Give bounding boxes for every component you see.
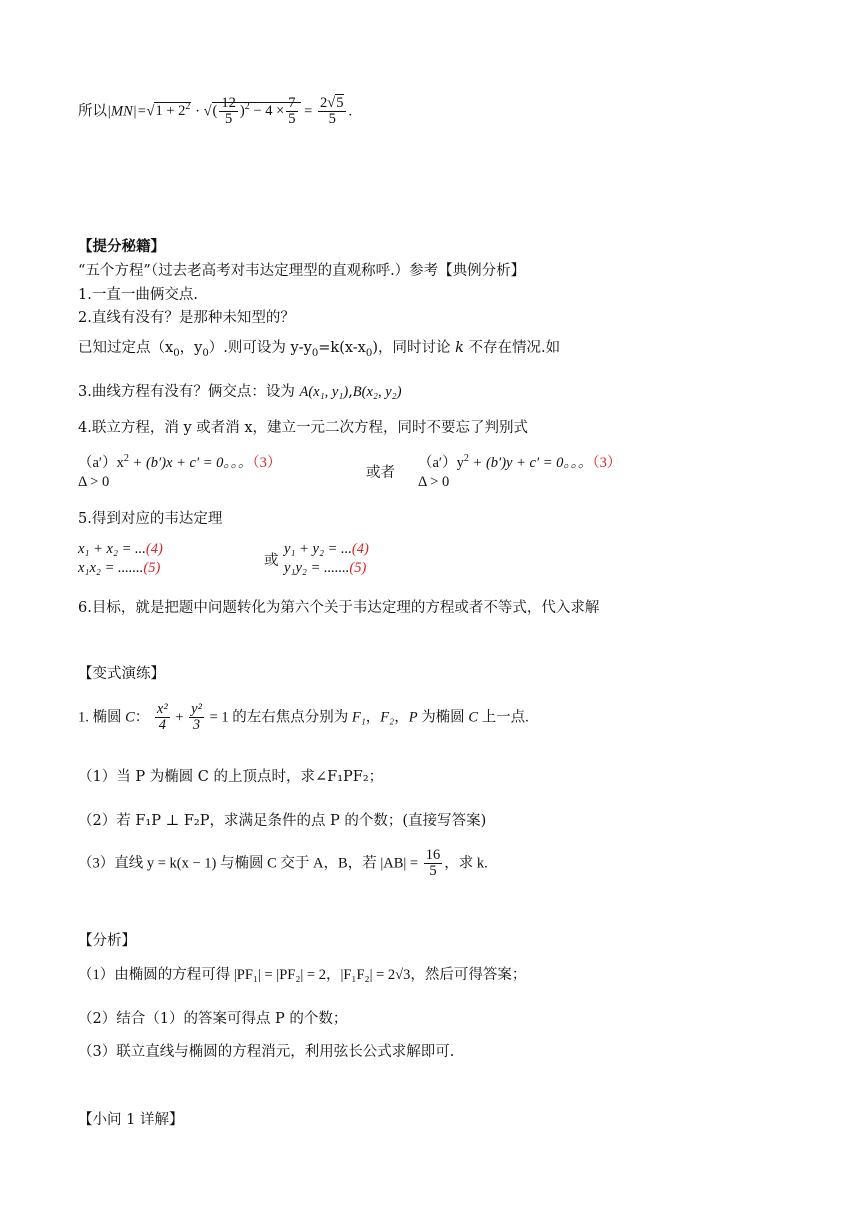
practice-part-2: （2）若 F₁P ⊥ F₂P，求满足条件的点 P 的个数；(直接写答案) [78, 813, 487, 829]
k-var: k [455, 340, 464, 356]
eq-number: (4) [145, 541, 163, 557]
fraction-7-5 [286, 96, 297, 128]
fraction-12-5 [219, 96, 238, 128]
analysis-1: （1）由椭圆的方程可得 |PF₁| = |PF₂| = 2，|F₁F₂| = 2√3，然后可得答案； [78, 967, 527, 983]
or-label-1: 或者 [366, 465, 395, 481]
sqrt-term [154, 102, 191, 119]
text: + [171, 709, 188, 726]
sub: 0 [311, 347, 319, 359]
eq-number: (5) [349, 559, 367, 576]
quadratic-y: $(a')y^2 + (b')y + c' = 0$。。。（3） Δ > 0 [418, 453, 622, 490]
tips-item-5: 5.得到对应的韦达定理 [78, 511, 223, 527]
analysis-heading: 【分析】 [78, 933, 136, 949]
text: ， [394, 709, 409, 726]
text: （a′）y [418, 454, 464, 471]
practice-part-3 [78, 848, 488, 880]
tips-heading: 【提分秘籍】 [78, 238, 165, 255]
vieta-y [284, 540, 369, 578]
focus-f2: F₂ [380, 709, 395, 726]
analysis-2: （2）结合（1）的答案可得点 P 的个数； [78, 1011, 348, 1027]
text: 1. 椭圆 [78, 709, 126, 726]
eq-number: （3） [592, 454, 622, 471]
eq-number: （3） [252, 454, 282, 471]
fraction-16-5 [424, 848, 443, 880]
frac-num: x² [156, 701, 168, 717]
sub-question-1-heading: 【小问 1 详解】 [78, 1112, 184, 1128]
analysis-3: （3）联立直线与椭圆的方程消元，利用弦长公式求解即可. [78, 1044, 455, 1060]
coord-b: (x₂, y₂) [361, 384, 402, 400]
text: + (b′)x + c′ = 0。。。 [128, 454, 253, 471]
practice-question-1 [78, 702, 529, 734]
text: + (b′)y + c′ = 0。。。 [468, 454, 593, 471]
point-a: A [299, 384, 309, 400]
frac-den: 5 [219, 111, 238, 128]
text: )，同时讨论 [372, 340, 456, 356]
practice-part-1: （1）当 P 为椭圆 C 的上顶点时，求∠F₁PF₂； [78, 769, 384, 785]
text: （a′）x [78, 454, 124, 471]
paren-close: ) [239, 103, 245, 120]
tips-item-fixed-point [78, 339, 560, 361]
text: ，y [179, 340, 203, 356]
eq-number: (5) [143, 559, 161, 576]
tips-item-1: 1.一直一曲俩交点. [78, 287, 198, 303]
formula-prefix: 所以 [78, 103, 107, 120]
sub: 0 [173, 347, 180, 359]
discriminant-x: Δ > 0 [78, 473, 110, 490]
eq-number: (4) [351, 541, 369, 557]
point-b: B [352, 384, 362, 400]
result-root: 5 [336, 95, 344, 111]
tips-item-3 [78, 383, 402, 401]
result-fraction: $\frac{2√5}{5}$ [318, 96, 346, 128]
equals-sign: = [304, 103, 313, 120]
text: =k(x-x [318, 340, 366, 356]
text: 已知过定点（x [78, 340, 174, 356]
text: y₁ + y₂ = ... [284, 541, 352, 557]
dot-operator: · [195, 103, 200, 120]
mn-label: |MN|= [107, 103, 147, 120]
frac-den: 5 [424, 863, 443, 880]
text: ： [134, 709, 150, 726]
discriminant-y: Δ > 0 [418, 473, 450, 490]
practice-heading: 【变式演练】 [78, 666, 165, 682]
quadratic-x: $(a')x^2 + (b')x + c' = 0$。。。（3） Δ > 0 [78, 453, 282, 490]
sqrt-exp: 2 [185, 101, 191, 113]
frac-den: 5 [288, 111, 296, 128]
comma: , [348, 384, 353, 400]
or-label-2: 或 [264, 553, 279, 569]
frac-num: 7 [288, 95, 296, 111]
fraction-x2-4 [155, 702, 170, 734]
frac-den: 4 [155, 717, 170, 734]
result-coef: 2 [319, 95, 328, 111]
point-p: P [408, 709, 418, 726]
text: 3.曲线方程有没有？俩交点：设为 [78, 384, 300, 400]
mn-length-formula: 所以$|MN|=√1 + 2^2$ · √( $\frac{12}{5}$ )$^2$ − 4 × $\frac{7}{5}$ = $\frac{2√5}{5}$ . [78, 95, 353, 128]
text: x₁ + x₂ = ... [78, 541, 146, 557]
period: . [348, 103, 353, 120]
text: ， [365, 709, 381, 726]
text: 为椭圆 [417, 709, 469, 726]
sub: 0 [202, 347, 209, 359]
tips-item-6: 6.目标，就是把题中问题转化为第六个关于韦达定理的方程或者不等式，代入求解 [78, 600, 600, 616]
sqrt-inner: 1 + 2 [155, 103, 186, 120]
focus-f1: F₁ [351, 709, 366, 726]
text: = 1 的左右焦点分别为 [205, 709, 352, 726]
result-den: 5 [318, 111, 346, 128]
ellipse-c: C [125, 709, 135, 726]
minus-four-times: − 4 × [249, 103, 285, 120]
text: 上一点. [477, 709, 529, 726]
frac-den: 3 [189, 717, 204, 734]
sub: 0 [365, 347, 373, 359]
tips-intro: “五个方程”（过去老高考对韦达定理型的直观称呼.）参考【典例分析】 [78, 263, 526, 279]
sqrt-term-2: ( $\frac{12}{5}$ )$^2$ − 4 × $\frac{7}{5}$ [212, 102, 301, 119]
coord-a: (x₁, y₁) [308, 384, 349, 400]
text: x₁x₂ = ....... [78, 559, 144, 576]
frac-num: 16 [425, 847, 441, 863]
frac-num: y² [191, 701, 202, 717]
text: y₁y₂ = ....... [284, 559, 350, 576]
tips-item-4: 4.联立方程，消 y 或者消 x，建立一元二次方程，同时不要忘了判别式 [78, 420, 529, 436]
fraction-y2-3 [189, 702, 204, 734]
vieta-x [78, 540, 163, 578]
tips-item-2: 2.直线有没有？是那种未知型的？ [78, 310, 295, 326]
text: ，求 k. [444, 855, 488, 872]
ellipse-c: C [468, 709, 478, 726]
text: （3）直线 y = k(x − 1) 与椭圆 C 交于 A，B，若 |AB| = [78, 855, 422, 872]
frac-num: 12 [221, 95, 236, 111]
text: ）.则可设为 y-y [208, 340, 312, 356]
text: 不存在情况.如 [463, 340, 561, 356]
